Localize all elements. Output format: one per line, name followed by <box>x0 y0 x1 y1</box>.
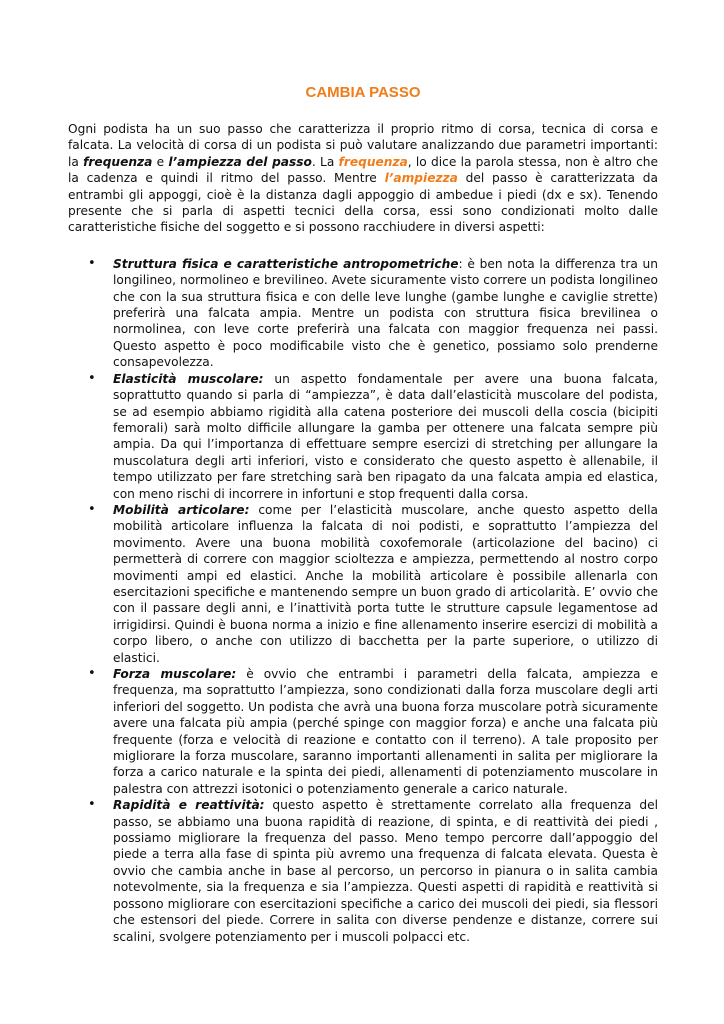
intro-text-5: del passo è caratterizzata da entrambi gli appoggi, cioè è la distanza dagli appoggio di ambedue i piedi (dx e sx). Tenendo presente che si parla di aspetti tecnici della corsa, essi sono condizionati molto dalle caratteristiche fisiche del soggetto e si possono racchiudere in diversi aspetti: <box>68 171 658 235</box>
intro-text-4: , lo dice la parola stessa, non è altro che la cadenza e quindi il ritmo del passo. Mentre <box>68 154 658 186</box>
bullet-icon: • <box>88 666 96 681</box>
bullet-icon: • <box>88 501 96 517</box>
list-item-elasticita <box>68 371 658 502</box>
item-text: è ovvio che entrambi i parametri della falcata, ampiezza e frequenza, ma soprattutto l’ampiezza, sono condizionati dalla forza muscolare degli arti inferiori del soggetto. Un podista che avrà una buona forza muscolare potrà sicuramente avere una falcata più ampia (perché spinge con maggior forza) e anche una falcata più frequente (forza e velocità di reazione e contatto con il terreno). A tale proposito per migliorare la forza muscolare, saranno importanti allenamenti in salita per migliorare la forza a carico naturale e la spinta dei piedi, allenamenti di potenziamento muscolare in palestra con attrezzi isotonici o potenziamento generale a carico naturale. <box>113 667 658 796</box>
bullet-icon: • <box>88 255 96 271</box>
intro-ampiezza-highlight: l’ampiezza <box>384 171 458 186</box>
list-item-forza <box>68 666 658 797</box>
list-item-mobilita <box>68 502 658 666</box>
document-page <box>68 84 658 945</box>
item-text: questo aspetto è strettamente correlato alla frequenza del passo, se abbiamo una buona rapidità di reazione, di spinta, e di reattività dei piedi , possiamo migliorare la frequenza del passo. Meno tempo percorre dall’appoggio del piede a terra alla fase di spinta più avremo una frequenza di falcata elevata. Questa è ovvio che cambia anche in base al percorso, un percorso in pianura o in salita cambia notevolmente, sia la frequenza e sia l’ampiezza. Questi aspetti di rapidità e reattività si possono migliorare con esercitazioni specifiche a carico dei muscoli dei piedi, sia flessori che estensori del piede. Correre in salita con diverse pendenze e distanze, correre sui scalini, svolgere potenziamento per i muscoli polpacci etc. <box>113 798 658 944</box>
intro-frequenza-term: frequenza <box>83 154 153 169</box>
intro-paragraph <box>68 121 658 236</box>
intro-text-2: e <box>152 154 169 169</box>
item-heading: Rapidità e reattività: <box>113 798 265 813</box>
item-heading: Forza muscolare: <box>113 667 237 681</box>
aspects-list <box>68 256 658 945</box>
item-heading: Elasticità muscolare: <box>113 371 264 386</box>
intro-text-3: . La <box>311 154 339 169</box>
item-text: come per l’elasticità muscolare, anche questo aspetto della mobilità articolare influenza la falcata di noi podisti, e soprattutto l’ampiezza del movimento. Avere una buona mobilità coxofemorale (articolazione del bacino) ci permetterà di correre con maggior scioltezza e ampiezza, permettendo al nostro corpo movimenti ampi ed elastici. Anche la mobilità articolare è possibile allenarla con esercitazioni specifiche e mantenendo sempre un buon grado di articolarità. E’ ovvio che con il passare degli anni, e l’inattività porta tutte le strutture capsule legamentose ad irrigidirsi. Quindi è buona norma a inizio e fine allenamento inserire esercizi di mobilità a corpo libero, o anche con utilizzo di bacchetta per la parte superiore, o utilizzo di elastici. <box>113 502 658 665</box>
bullet-icon: • <box>88 370 96 386</box>
intro-ampiezza-term: l’ampiezza del passo <box>168 154 312 169</box>
intro-text-1: Ogni podista ha un suo passo che caratterizza il proprio ritmo di corsa, tecnica di corsa e falcata. La velocità di corsa di un podista si può valutare analizzando due parametri importanti: la <box>68 122 658 169</box>
bullet-icon: • <box>88 797 96 813</box>
list-item-struttura <box>68 256 658 371</box>
document-title: CAMBIA PASSO <box>305 84 421 101</box>
item-heading: Mobilità articolare: <box>113 502 250 517</box>
item-heading: Struttura fisica e caratteristiche antropometriche <box>113 256 459 271</box>
item-text: : è ben nota la differenza tra un longilineo, normolineo e brevilineo. Avete sicuramente visto correre un podista longilineo che con la sua struttura fisica e con delle leve lunghe (gambe lunghe e caviglie strette) preferirà una falcata ampia. Mentre un podista con struttura fisica brevilinea o normolinea, con leve corte preferirà una falcata con maggior frequenza nei passi. Questo aspetto è poco modificabile visto che è genetico, possiamo solo prenderne consapevolezza. <box>113 256 658 370</box>
item-text: un aspetto fondamentale per avere una buona falcata, soprattutto quando si parla di “ampiezza”, è data dall’elasticità muscolare del podista, se ad esempio abbiamo rigidità alla catena posteriore dei muscoli della coscia (bicipiti femorali) sarà molto difficile allungare la gamba per ottenere una falcata sempre più ampia. Da qui l’importanza di effettuare sempre esercizi di stretching per allungare la muscolatura degli arti inferiori, visto e considerato che questo aspetto è allenabile, il tempo utilizzato per fare stretching sarà ben ripagato da una falcata ampia ed elastica, con meno rischi di incorrere in infortuni e stop frequenti dalla corsa. <box>113 371 658 501</box>
list-item-rapidita <box>68 797 658 945</box>
intro-frequenza-highlight: frequenza <box>338 154 408 169</box>
